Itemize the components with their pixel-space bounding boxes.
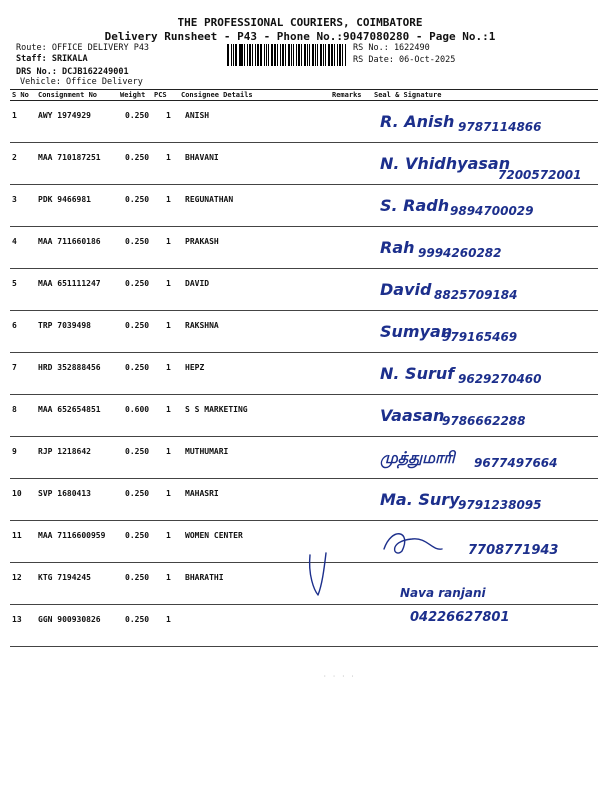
barcode: [227, 44, 347, 66]
serial-no: 2: [12, 153, 17, 162]
table-row: [10, 395, 598, 437]
handwritten-name: Sumyan: [380, 322, 453, 341]
col-sno: S No: [12, 91, 29, 99]
weight: 0.250: [125, 489, 150, 498]
serial-no: 3: [12, 195, 17, 204]
handwritten-signature: [372, 479, 600, 519]
col-consignee: Consignee Details: [181, 91, 253, 99]
serial-no: 9: [12, 447, 17, 456]
scan-speck: · · · ·: [323, 673, 356, 680]
consignment-no: PDK 9466981: [38, 195, 91, 204]
rs-number: RS No.: 1622490: [353, 43, 430, 53]
signature-cell: [372, 269, 600, 309]
handwritten-phone: 8825709184: [434, 288, 518, 302]
consignee-name: S S MARKETING: [185, 405, 248, 414]
handwritten-signature: [372, 311, 600, 351]
consignment-no: MAA 652654851: [38, 405, 101, 414]
weight: 0.250: [125, 153, 150, 162]
drs-label: DRS No.: DCJB162249001: [16, 67, 129, 77]
pieces: 1: [166, 489, 171, 498]
handwritten-signature: [372, 395, 600, 435]
handwritten-name: N. Suruf: [380, 364, 455, 383]
handwritten-signature: [372, 353, 600, 393]
handwritten-signature: [372, 227, 600, 267]
weight: 0.600: [125, 405, 150, 414]
serial-no: 11: [12, 531, 22, 540]
consignee-name: HEPZ: [185, 363, 205, 372]
pieces: 1: [166, 195, 171, 204]
signature-cell: [372, 521, 600, 561]
consignment-no: MAA 711660186: [38, 237, 101, 246]
handwritten-phone: 9786662288: [442, 414, 526, 428]
signature-cell: [372, 479, 600, 519]
pieces: 1: [166, 321, 171, 330]
serial-no: 10: [12, 489, 22, 498]
handwritten-signature: [372, 185, 600, 225]
signature-cell: [372, 353, 600, 393]
table-row: [10, 605, 598, 647]
signature-cell: [372, 185, 600, 225]
serial-no: 7: [12, 363, 17, 372]
pieces: 1: [166, 405, 171, 414]
runsheet-subtitle: Delivery Runsheet - P43 - Phone No.:9047080280 - Page No.:1: [104, 30, 496, 43]
consignment-no: TRP 7039498: [38, 321, 91, 330]
signature-cell: [372, 605, 600, 645]
weight: 0.250: [125, 279, 150, 288]
handwritten-signature: [372, 101, 600, 141]
pieces: 1: [166, 363, 171, 372]
pieces: 1: [166, 531, 171, 540]
col-remarks: Remarks: [332, 91, 362, 99]
weight: 0.250: [125, 531, 150, 540]
consignee-name: REGUNATHAN: [185, 195, 234, 204]
consignee-name: MAHASRI: [185, 489, 219, 498]
serial-no: 13: [12, 615, 22, 624]
table-row: [10, 479, 598, 521]
rs-date: RS Date: 06-Oct-2025: [353, 55, 456, 65]
table-row: [10, 353, 598, 395]
weight: 0.250: [125, 615, 150, 624]
handwritten-phone: 04226627801: [410, 610, 510, 625]
handwritten-name: N. Vhidhyasan: [380, 154, 511, 173]
signature-cell: [372, 227, 600, 267]
signature-cell: [372, 101, 600, 141]
handwritten-phone: 9677497664: [474, 456, 558, 470]
handwritten-name: Nava ranjani: [400, 586, 486, 600]
handwritten-phone: 9629270460: [458, 372, 542, 386]
serial-no: 5: [12, 279, 17, 288]
col-pcs: PCS: [154, 91, 167, 99]
pieces: 1: [166, 447, 171, 456]
handwritten-phone: 7200572001: [498, 168, 582, 182]
weight: 0.250: [125, 321, 150, 330]
consignment-no: AWY 1974929: [38, 111, 91, 120]
handwritten-name: R. Anish: [380, 112, 455, 131]
handwritten-name: S. Radh: [380, 196, 450, 215]
serial-no: 1: [12, 111, 17, 120]
consignment-no: GGN 900930826: [38, 615, 101, 624]
handwritten-mark: [300, 545, 340, 605]
pieces: 1: [166, 279, 171, 288]
consignment-no: MAA 710187251: [38, 153, 101, 162]
signature-cell: [372, 563, 600, 603]
weight: 0.250: [125, 237, 150, 246]
weight: 0.250: [125, 573, 150, 582]
consignment-no: HRD 352888456: [38, 363, 101, 372]
handwritten-phone: 979165469: [442, 330, 518, 344]
handwritten-phone: 9787114866: [458, 120, 542, 134]
consignee-name: MUTHUMARI: [185, 447, 229, 456]
handwritten-phone: 9791238095: [458, 498, 542, 512]
consignee-name: BHARATHI: [185, 573, 224, 582]
handwritten-phone: 7708771943: [468, 543, 559, 558]
weight: 0.250: [125, 111, 150, 120]
table-row: [10, 437, 598, 479]
handwritten-name: Rah: [380, 238, 415, 257]
signature-cell: [372, 395, 600, 435]
consignee-name: DAVID: [185, 279, 210, 288]
consignment-no: MAA 651111247: [38, 279, 101, 288]
handwritten-signature: [372, 605, 600, 645]
col-consignment: Consignment No: [38, 91, 98, 99]
pieces: 1: [166, 237, 171, 246]
handwritten-name: Vaasan: [380, 406, 445, 425]
consignment-no: KTG 7194245: [38, 573, 91, 582]
handwritten-signature: [372, 143, 600, 183]
consignment-no: SVP 1680413: [38, 489, 91, 498]
weight: 0.250: [125, 447, 150, 456]
handwritten-name: David: [380, 280, 432, 299]
serial-no: 8: [12, 405, 17, 414]
consignee-name: PRAKASH: [185, 237, 219, 246]
pieces: 1: [166, 615, 171, 624]
consignment-no: RJP 1218642: [38, 447, 91, 456]
handwritten-signature: [372, 269, 600, 309]
signature-cell: [372, 311, 600, 351]
vehicle-label: Vehicle: Office Delivery: [20, 77, 143, 87]
weight: 0.250: [125, 195, 150, 204]
handwritten-name: Ma. Sury: [380, 490, 460, 509]
handwritten-phone: 9894700029: [450, 204, 534, 218]
pieces: 1: [166, 111, 171, 120]
table-row: [10, 143, 598, 185]
col-seal: Seal & Signature: [374, 91, 442, 99]
table-row: [10, 101, 598, 143]
consignee-name: BHAVANI: [185, 153, 219, 162]
handwritten-phone: 9994260282: [418, 246, 502, 260]
table-row: [10, 311, 598, 353]
staff-label: Staff: SRIKALA: [16, 54, 88, 64]
handwritten-signature: [372, 437, 600, 477]
table-row: [10, 269, 598, 311]
pieces: 1: [166, 573, 171, 582]
serial-no: 4: [12, 237, 17, 246]
route-label: Route: OFFICE DELIVERY P43: [16, 43, 150, 53]
serial-no: 6: [12, 321, 17, 330]
pieces: 1: [166, 153, 171, 162]
consignment-no: MAA 7116600959: [38, 531, 106, 540]
handwritten-signature: [372, 521, 600, 561]
consignee-name: WOMEN CENTER: [185, 531, 243, 540]
handwritten-name: முத்துமாரி: [380, 448, 455, 467]
table-row: [10, 227, 598, 269]
table-header: [10, 90, 598, 101]
col-weight: Weight: [120, 91, 146, 99]
company-title: THE PROFESSIONAL COURIERS, COIMBATORE: [177, 16, 423, 29]
consignee-name: RAKSHNA: [185, 321, 219, 330]
handwritten-signature: [372, 563, 600, 603]
consignee-name: ANISH: [185, 111, 210, 120]
table-row: [10, 185, 598, 227]
weight: 0.250: [125, 363, 150, 372]
signature-cell: [372, 437, 600, 477]
serial-no: 12: [12, 573, 22, 582]
signature-cell: [372, 143, 600, 183]
